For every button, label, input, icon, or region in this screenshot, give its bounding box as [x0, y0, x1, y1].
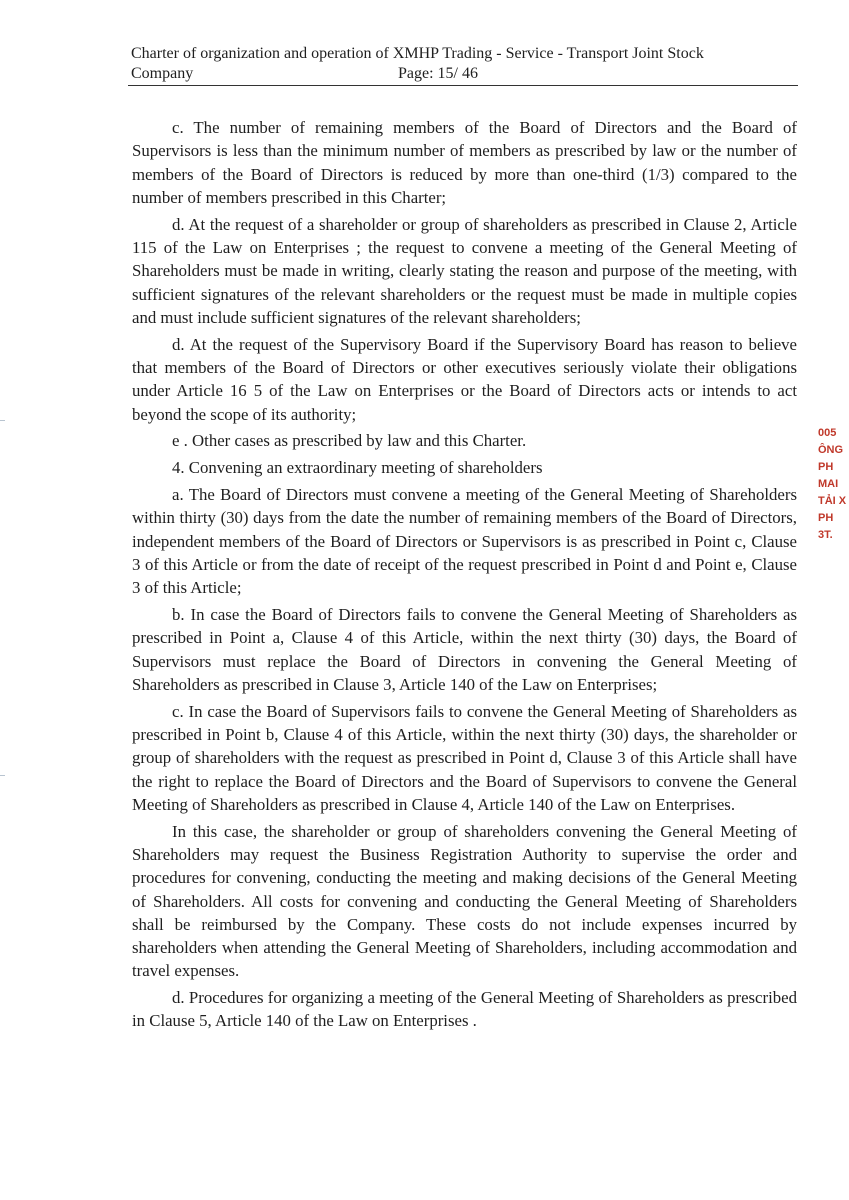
- stamp-text-line: TẢI X: [818, 495, 847, 507]
- paragraph-clause-4-heading: 4. Convening an extraordinary meeting of shareholders: [172, 458, 543, 478]
- paragraph-clause-4a: a. The Board of Directors must convene a meeting of the General Meeting of Shareholders within thirty (30) days from the date the number of remaining members of the Board of Directors, independent members of the Board of Directors or Supervisors is as prescribed in Point c, Clause 3 of this Article or from the date of receipt of the request prescribed in Point d and Point e, Clause 3 of this Article;: [132, 484, 797, 598]
- stamp-text-line: PH: [818, 461, 834, 473]
- stamp-text-line: MAI: [818, 478, 839, 490]
- header-second-line: [131, 64, 797, 84]
- document-body: [132, 116, 797, 1036]
- stamp-text-line: PH: [818, 512, 834, 524]
- scan-margin-mark: [0, 420, 5, 421]
- scan-margin-mark: [0, 775, 5, 776]
- red-stamp-fragment: [818, 425, 849, 575]
- paragraph-clause-4c: c. In case the Board of Supervisors fails to convene the General Meeting of Shareholders as prescribed in Point b, Clause 4 of this Article, within the next thirty (30) days, the shareholder or group of shareholders with the request as prescribed in Point d, Clause 3 of this Article shall have the right to replace the Board of Directors and the Board of Supervisors to convene the General Meeting of Shareholders as prescribed in Clause 4, Article 140 of the Law on Enterprises.: [132, 701, 797, 814]
- document-title: Charter of organization and operation of XMHP Trading - Service - Transport Joint Stock: [131, 45, 704, 62]
- page-header: [131, 44, 797, 84]
- stamp-text-line: 3T.: [818, 529, 833, 541]
- paragraph-clause-4b: b. In case the Board of Directors fails to convene the General Meeting of Shareholders as prescribed in Point a, Clause 4 of this Article, within the next thirty (30) days, the Board of Supervisors must replace the Board of Directors in convening the General Meeting of Shareholders as prescribed in Clause 3, Article 140 of the Law on Enterprises;: [132, 604, 797, 694]
- page-number: Page: 15/ 46: [398, 65, 478, 82]
- stamp-text-line: 005: [818, 427, 837, 439]
- paragraph-clause-3d-supervisory-request: d. At the request of the Supervisory Board if the Supervisory Board has reason to believe that members of the Board of Directors or other executives seriously violate their obligations under Article 16 5 of the Law on Enterprises or the Board of Directors acts or intends to act beyond the scope of its authority;: [132, 334, 797, 424]
- paragraph-clause-3d-shareholder-request: d. At the request of a shareholder or group of shareholders as prescribed in Clause 2, Article 115 of the Law on Enterprises ; the request to convene a meeting of the General Meeting of Shareholders must be made in writing, clearly stating the reason and purpose of the meeting, with sufficient signatures of the relevant shareholders or the request must be made in multiple copies and must include sufficient signatures of the relevant shareholders;: [132, 214, 797, 327]
- paragraph-clause-3e: e . Other cases as prescribed by law and this Charter.: [172, 431, 527, 451]
- paragraph-clause-3c: c. The number of remaining members of the Board of Directors and the Board of Supervisors is less than the minimum number of members as prescribed by law or the number of members of the Board of Directors is reduced by more than one-third (1/3) compared to the number of members prescribed in this Charter;: [132, 118, 797, 207]
- header-divider: [128, 85, 798, 86]
- document-title-continued: Company: [131, 65, 194, 82]
- stamp-text-line: ÔNG: [818, 444, 844, 456]
- paragraph-clause-4c-costs: In this case, the shareholder or group of shareholders convening the General Meeting of Shareholders may request the Business Registration Authority to supervise the order and procedures for convening, conducting the meeting and making decisions of the General Meeting of Shareholders. All costs for convening and conducting the General Meeting of Shareholders shall be reimbursed by the Company. These costs do not include expenses incurred by shareholders when attending the General Meeting of Shareholders, including accommodation and travel expenses.: [132, 821, 797, 981]
- paragraph-clause-4d: d. Procedures for organizing a meeting of the General Meeting of Shareholders as prescribed in Clause 5, Article 140 of the Law on Enterprises .: [132, 988, 797, 1031]
